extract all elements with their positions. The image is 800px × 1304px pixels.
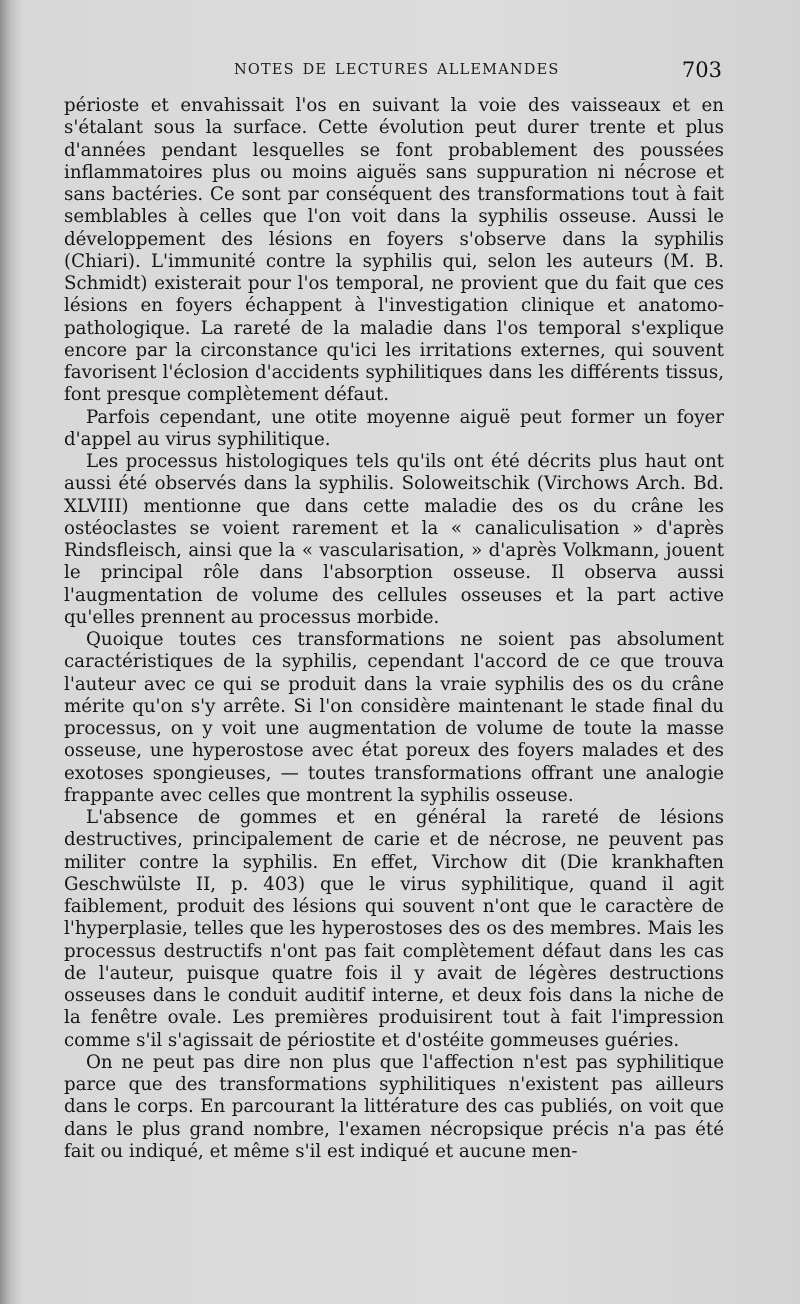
paragraph-3: Les processus histologiques tels qu'ils ont été décrits plus haut ont aussi été observés dans la syphilis. Soloweitschik (Virchows Arch. Bd. XLVIII) mentionne que dans cette maladie des os du crâne les ostéoclastes se voient rarement et la « canaliculisation » d'après Rindsfleisch, ainsi que la « vascularisation, » d'après Volkmann, jouent le principal rôle dans l'absorption osseuse. Il observa aussi l'augmentation de volume des cellules osseuses et la part active qu'elles prennent au processus morbide. bbox=[64, 451, 724, 628]
paragraph-4: Quoique toutes ces transformations ne soient pas absolument caractéristiques de la syphilis, cependant l'accord de ce que trouva l'auteur avec ce qui se produit dans la vraie syphilis des os du crâne mérite qu'on s'y arrête. Si l'on considère maintenant le stade final du processus, on y voit une augmentation de volume de toute la masse osseuse, une hyperostose avec état poreux des foyers malades et des exotoses spongieuses, — toutes transformations offrant une analogie frappante avec celles que montrent la syphilis osseuse. bbox=[64, 629, 724, 806]
paragraph-1: périoste et envahissait l'os en suivant la voie des vaisseaux et en s'étalant sous la surface. Cette évolution peut durer trente et plus d'années pendant lesquelles se font probablement des poussées inflammatoires plus ou moins aiguës sans suppuration ni nécrose et sans bactéries. Ce sont par conséquent des transformations tout à fait semblables à celles que l'on voit dans la syphilis osseuse. Aussi le développement des lésions en foyers s'observe dans la syphilis (Chiari). L'immunité contre la syphilis qui, selon les auteurs (M. B. Schmidt) existerait pour l'os temporal, ne provient que du fait que ces lésions en foyers échappent à l'investigation clinique et anatomo-pathologique. La rareté de la maladie dans l'os temporal s'explique encore par la circonstance qu'ici les irritations externes, qui souvent favorisent l'éclosion d'accidents syphilitiques dans les différents tissus, font presque complètement défaut. bbox=[64, 95, 724, 406]
paragraph-5: L'absence de gommes et en général la rareté de lésions destructives, principalement de carie et de nécrose, ne peuvent pas militer contre la syphilis. En effet, Virchow dit (Die krankhaften Geschwülste II, p. 403) que le virus syphilitique, quand il agit faiblement, produit des lésions qui souvent n'ont que le caractère de l'hyperplasie, telles que les hyperostoses des os des membres. Mais les processus destructifs n'ont pas fait complètement défaut dans les cas de l'auteur, puisque quatre fois il y avait de légères destructions osseuses dans le conduit auditif interne, et deux fois dans la niche de la fenêtre ovale. Les premières produisirent tout à fait l'impression comme s'il s'agissait de périostite et d'ostéite gommeuses guéries. bbox=[64, 807, 724, 1051]
running-head bbox=[64, 58, 724, 84]
running-title: NOTES DE LECTURES ALLEMANDES bbox=[234, 62, 560, 78]
paragraph-6: On ne peut pas dire non plus que l'affection n'est pas syphilitique parce que des transformations syphilitiques n'existent pas ailleurs dans le corps. En parcourant la littérature des cas publiés, on voit que dans le plus grand nombre, l'examen nécropsique précis n'a pas été fait ou indiqué, et même s'il est indiqué et aucune men- bbox=[64, 1051, 724, 1162]
paragraph-2: Parfois cependant, une otite moyenne aiguë peut former un foyer d'appel au virus syphilitique. bbox=[64, 406, 724, 450]
body-text bbox=[64, 95, 724, 1163]
page-number: 703 bbox=[681, 58, 722, 82]
